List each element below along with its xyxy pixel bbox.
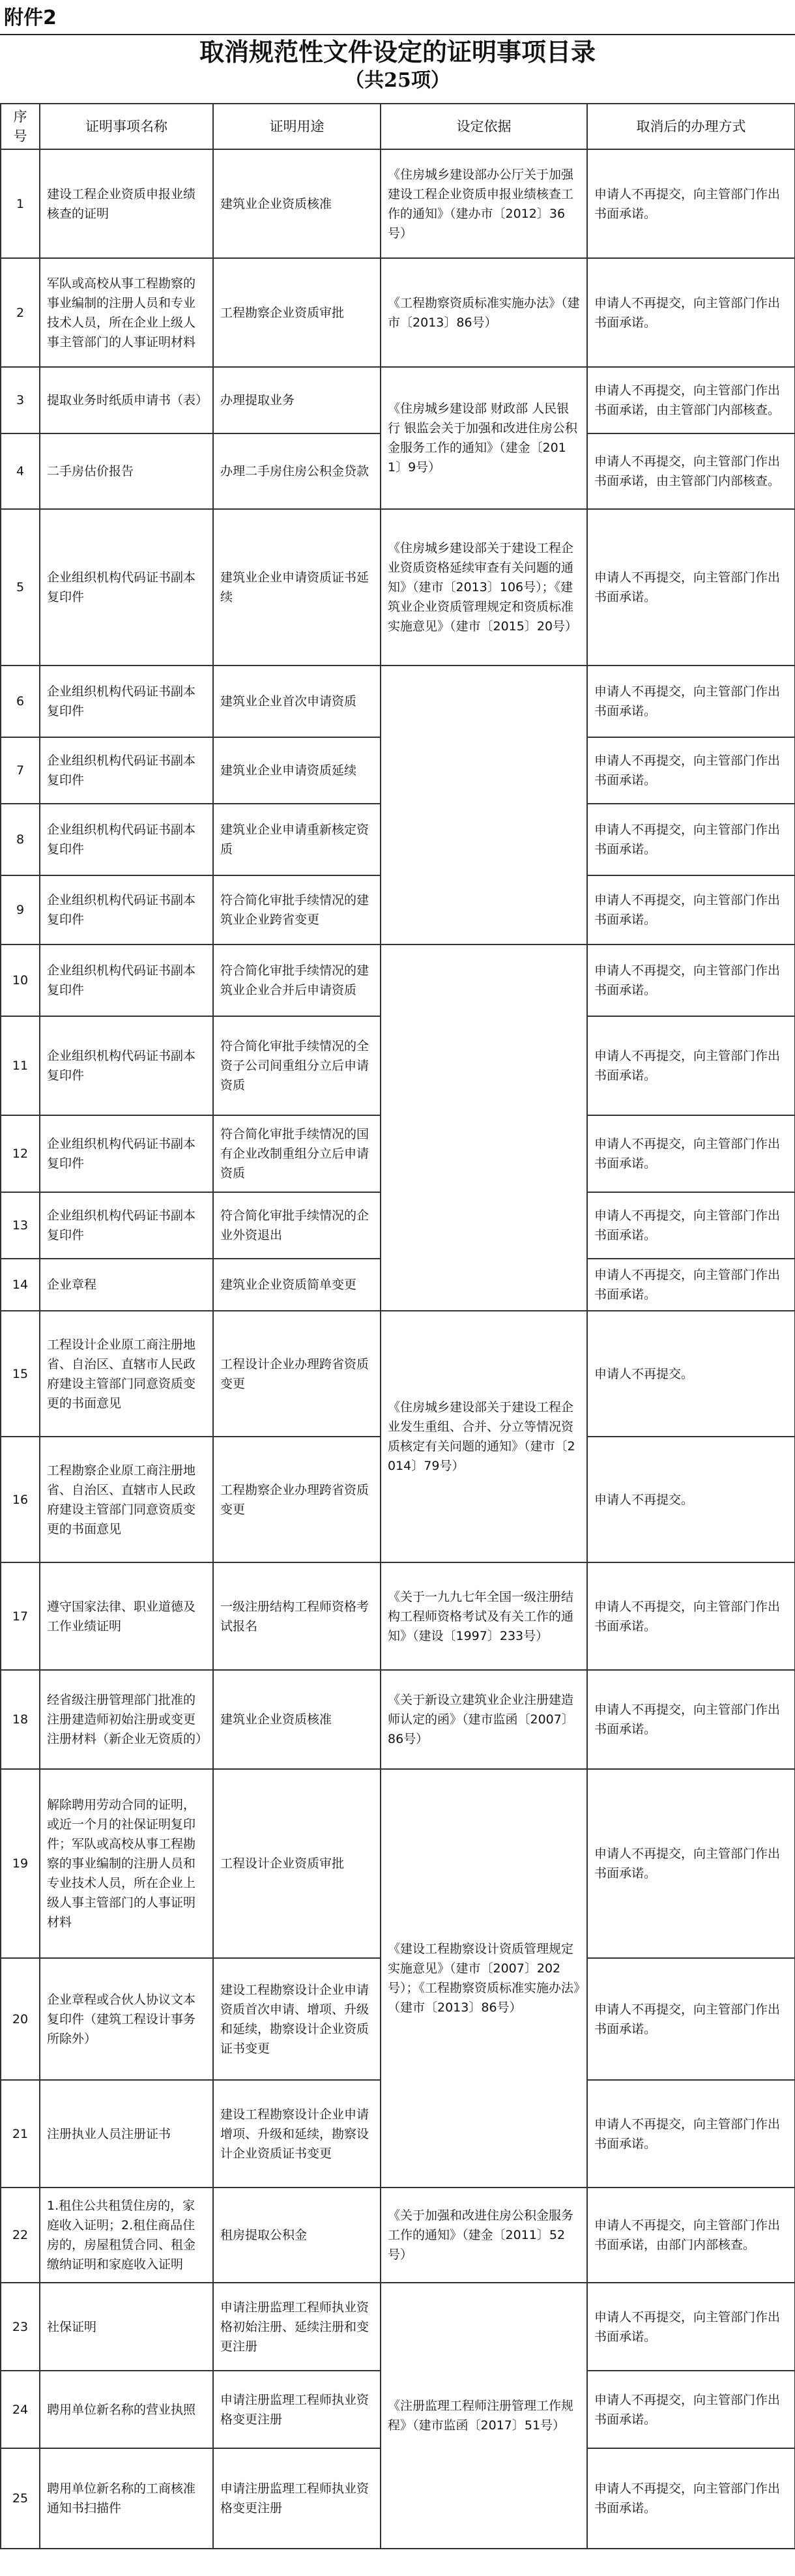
- item-name: 企业组织机构代码证书副本复印件: [40, 875, 213, 944]
- row-number: 25: [1, 2448, 40, 2549]
- table-row: [1, 1670, 795, 1769]
- row-number: 15: [1, 1311, 40, 1437]
- item-name: 建设工程企业资质申报业绩核查的证明: [40, 149, 213, 258]
- item-purpose: 建筑业企业申请重新核定资质: [213, 804, 381, 875]
- table-row: [1, 258, 795, 367]
- item-name: 经省级注册管理部门批准的注册建造师初始注册或变更注册材料（新企业无资质的）: [40, 1670, 213, 1769]
- table-header-row: [1, 104, 795, 149]
- row-number: 3: [1, 367, 40, 433]
- row-number: 12: [1, 1115, 40, 1192]
- header-handling-method: 取消后的办理方式: [587, 104, 795, 149]
- header-purpose: 证明用途: [213, 104, 381, 149]
- row-number: 23: [1, 2283, 40, 2371]
- item-purpose: 申请注册监理工程师执业资格变更注册: [213, 2448, 381, 2549]
- item-purpose: 建筑业企业申请资质证书延续: [213, 509, 381, 666]
- table-row: [1, 666, 795, 737]
- handling-method: 申请人不再提交，向主管部门作出书面承诺。: [587, 2448, 795, 2549]
- item-purpose: 工程勘察企业办理跨省资质变更: [213, 1437, 381, 1562]
- table-row: [1, 509, 795, 666]
- legal-basis: 《住房城乡建设部 财政部 人民银行 银监会关于加强和改进住房公积金服务工作的通知》（建金〔2011〕9号）: [381, 367, 587, 509]
- handling-method: 申请人不再提交，向主管部门作出书面承诺。: [587, 1259, 795, 1311]
- handling-method: 申请人不再提交，向主管部门作出书面承诺。: [587, 944, 795, 1016]
- table-row: [1, 367, 795, 433]
- row-number: 21: [1, 2080, 40, 2188]
- handling-method: 申请人不再提交，向主管部门作出书面承诺，由部门内部核查。: [587, 2188, 795, 2283]
- item-name: 企业组织机构代码证书副本复印件: [40, 1192, 213, 1259]
- row-number: 5: [1, 509, 40, 666]
- row-number: 24: [1, 2371, 40, 2448]
- legal-basis: 《住房城乡建设部关于建设工程企业资质资格延续审查有关问题的通知》（建市〔2013〕106号）；《建筑业企业资质管理规定和资质标准实施意见》（建市〔2015〕20号）: [381, 509, 587, 666]
- table-row: [1, 1769, 795, 1958]
- item-name: 解除聘用劳动合同的证明，或近一个月的社保证明复印件；军队或高校从事工程勘察的事业编制的注册人员和专业技术人员，所在企业上级人事主管部门的人事证明材料: [40, 1769, 213, 1958]
- handling-method: 申请人不再提交。: [587, 1437, 795, 1562]
- row-number: 14: [1, 1259, 40, 1311]
- table-row: [1, 1311, 795, 1437]
- handling-method: 申请人不再提交，向主管部门作出书面承诺。: [587, 1562, 795, 1670]
- header-item-name: 证明事项名称: [40, 104, 213, 149]
- handling-method: 申请人不再提交，向主管部门作出书面承诺。: [587, 875, 795, 944]
- row-number: 8: [1, 804, 40, 875]
- item-name: 工程勘察企业原工商注册地省、自治区、直辖市人民政府建设主管部门同意资质变更的书面意见: [40, 1437, 213, 1562]
- item-purpose: 建设工程勘察设计企业申请增项、升级和延续，勘察设计企业资质证书变更: [213, 2080, 381, 2188]
- item-purpose: 建筑业企业资质简单变更: [213, 1259, 381, 1311]
- table-row: [1, 1562, 795, 1670]
- header-number: 序号: [1, 104, 40, 149]
- item-name: 提取业务时纸质申请书（表）: [40, 367, 213, 433]
- legal-basis: 《注册监理工程师注册管理工作规程》（建市监函〔2017〕51号）: [381, 2283, 587, 2549]
- legal-basis: 《住房城乡建设部办公厅关于加强建设工程企业资质申报业绩核查工作的通知》（建办市〔2012〕36号）: [381, 149, 587, 258]
- item-purpose: 工程设计企业办理跨省资质变更: [213, 1311, 381, 1437]
- item-purpose: 申请注册监理工程师执业资格初始注册、延续注册和变更注册: [213, 2283, 381, 2371]
- table-row: [1, 2188, 795, 2283]
- legal-basis: 《关于一九九七年全国一级注册结构工程师资格考试及有关工作的通知》（建设〔1997〕233号）: [381, 1562, 587, 1670]
- row-number: 18: [1, 1670, 40, 1769]
- legal-basis: 《关于新设立建筑业企业注册建造师认定的函》（建市监函〔2007〕86号）: [381, 1670, 587, 1769]
- item-purpose: 建筑业企业资质核准: [213, 1670, 381, 1769]
- handling-method: 申请人不再提交，向主管部门作出书面承诺。: [587, 2080, 795, 2188]
- item-purpose: 租房提取公积金: [213, 2188, 381, 2283]
- item-purpose: 符合简化审批手续情况的建筑业企业跨省变更: [213, 875, 381, 944]
- row-number: 6: [1, 666, 40, 737]
- item-purpose: 办理二手房住房公积金贷款: [213, 433, 381, 509]
- item-purpose: 建筑业企业申请资质延续: [213, 737, 381, 804]
- row-number: 19: [1, 1769, 40, 1958]
- item-name: 1.租住公共租赁住房的，家庭收入证明；2.租住商品住房的，房屋租赁合同、租金缴纳证明和家庭收入证明: [40, 2188, 213, 2283]
- item-name: 企业组织机构代码证书副本复印件: [40, 666, 213, 737]
- handling-method: 申请人不再提交，向主管部门作出书面承诺。: [587, 1192, 795, 1259]
- item-name: 企业组织机构代码证书副本复印件: [40, 737, 213, 804]
- header-legal-basis: 设定依据: [381, 104, 587, 149]
- item-purpose: 符合简化审批手续情况的全资子公司间重组分立后申请资质: [213, 1016, 381, 1115]
- handling-method: 申请人不再提交，向主管部门作出书面承诺。: [587, 804, 795, 875]
- handling-method: 申请人不再提交，向主管部门作出书面承诺。: [587, 149, 795, 258]
- item-name: 二手房估价报告: [40, 433, 213, 509]
- legal-basis: 《建设工程勘察设计资质管理规定实施意见》（建市〔2007〕202号）；《工程勘察资质标准实施办法》（建市〔2013〕86号）: [381, 1769, 587, 2188]
- handling-method: 申请人不再提交，向主管部门作出书面承诺。: [587, 1958, 795, 2080]
- row-number: 4: [1, 433, 40, 509]
- legal-basis: 《工程勘察资质标准实施办法》（建市〔2013〕86号）: [381, 258, 587, 367]
- document-title: 取消规范性文件设定的证明事项目录: [199, 37, 596, 66]
- item-name: 企业组织机构代码证书副本复印件: [40, 1115, 213, 1192]
- item-name: 遵守国家法律、职业道德及工作业绩证明: [40, 1562, 213, 1670]
- row-number: 11: [1, 1016, 40, 1115]
- handling-method: 申请人不再提交，向主管部门作出书面承诺。: [587, 2283, 795, 2371]
- row-number: 17: [1, 1562, 40, 1670]
- item-purpose: 工程设计企业资质审批: [213, 1769, 381, 1958]
- legal-basis: 《关于加强和改进住房公积金服务工作的通知》（建金〔2011〕52号）: [381, 2188, 587, 2283]
- handling-method: 申请人不再提交，向主管部门作出书面承诺。: [587, 666, 795, 737]
- row-number: 13: [1, 1192, 40, 1259]
- handling-method: 申请人不再提交。: [587, 1311, 795, 1437]
- item-purpose: 办理提取业务: [213, 367, 381, 433]
- legal-basis: [381, 944, 587, 1311]
- row-number: 10: [1, 944, 40, 1016]
- item-name: 企业组织机构代码证书副本复印件: [40, 1016, 213, 1115]
- annex-label: 附件2: [4, 7, 57, 29]
- item-purpose: 一级注册结构工程师资格考试报名: [213, 1562, 381, 1670]
- annex-divider: [0, 34, 795, 35]
- item-name: 聘用单位新名称的营业执照: [40, 2371, 213, 2448]
- item-purpose: 符合简化审批手续情况的国有企业改制重组分立后申请资质: [213, 1115, 381, 1192]
- handling-method: 申请人不再提交，向主管部门作出书面承诺。: [587, 2371, 795, 2448]
- row-number: 2: [1, 258, 40, 367]
- item-purpose: 建筑业企业首次申请资质: [213, 666, 381, 737]
- table-row: [1, 2283, 795, 2371]
- legal-basis: [381, 666, 587, 944]
- item-name: 企业章程: [40, 1259, 213, 1311]
- row-number: 7: [1, 737, 40, 804]
- row-number: 9: [1, 875, 40, 944]
- legal-basis: 《住房城乡建设部关于建设工程企业发生重组、合并、分立等情况资质核定有关问题的通知》（建市〔2014〕79号）: [381, 1311, 587, 1562]
- handling-method: 申请人不再提交，向主管部门作出书面承诺。: [587, 1115, 795, 1192]
- handling-method: 申请人不再提交，向主管部门作出书面承诺。: [587, 1670, 795, 1769]
- item-name: 企业组织机构代码证书副本复印件: [40, 509, 213, 666]
- handling-method: 申请人不再提交，向主管部门作出书面承诺。: [587, 737, 795, 804]
- handling-method: 申请人不再提交，向主管部门作出书面承诺。: [587, 509, 795, 666]
- certificate-catalog-table: [0, 103, 795, 2549]
- table-row: [1, 944, 795, 1016]
- row-number: 20: [1, 1958, 40, 2080]
- handling-method: 申请人不再提交，向主管部门作出书面承诺。: [587, 1769, 795, 1958]
- item-purpose: 符合简化审批手续情况的企业外资退出: [213, 1192, 381, 1259]
- item-name: 社保证明: [40, 2283, 213, 2371]
- item-purpose: 申请注册监理工程师执业资格变更注册: [213, 2371, 381, 2448]
- item-name: 注册执业人员注册证书: [40, 2080, 213, 2188]
- row-number: 22: [1, 2188, 40, 2283]
- item-purpose: 建设工程勘察设计企业申请资质首次申请、增项、升级和延续，勘察设计企业资质证书变更: [213, 1958, 381, 2080]
- item-name: 军队或高校从事工程勘察的事业编制的注册人员和专业技术人员，所在企业上级人事主管部门的人事证明材料: [40, 258, 213, 367]
- handling-method: 申请人不再提交，向主管部门作出书面承诺。: [587, 1016, 795, 1115]
- item-name: 企业组织机构代码证书副本复印件: [40, 804, 213, 875]
- handling-method: 申请人不再提交，向主管部门作出书面承诺，由主管部门内部核查。: [587, 367, 795, 433]
- item-name: 聘用单位新名称的工商核准通知书扫描件: [40, 2448, 213, 2549]
- item-purpose: 符合简化审批手续情况的建筑业企业合并后申请资质: [213, 944, 381, 1016]
- item-name: 企业章程或合伙人协议文本复印件（建筑工程设计事务所除外）: [40, 1958, 213, 2080]
- table-row: [1, 149, 795, 258]
- row-number: 1: [1, 149, 40, 258]
- item-name: 企业组织机构代码证书副本复印件: [40, 944, 213, 1016]
- item-purpose: 建筑业企业资质核准: [213, 149, 381, 258]
- item-name: 工程设计企业原工商注册地省、自治区、直辖市人民政府建设主管部门同意资质变更的书面意见: [40, 1311, 213, 1437]
- document-subtitle: （共25项）: [345, 69, 450, 92]
- item-purpose: 工程勘察企业资质审批: [213, 258, 381, 367]
- handling-method: 申请人不再提交，向主管部门作出书面承诺。: [587, 258, 795, 367]
- row-number: 16: [1, 1437, 40, 1562]
- handling-method: 申请人不再提交，向主管部门作出书面承诺，由主管部门内部核查。: [587, 433, 795, 509]
